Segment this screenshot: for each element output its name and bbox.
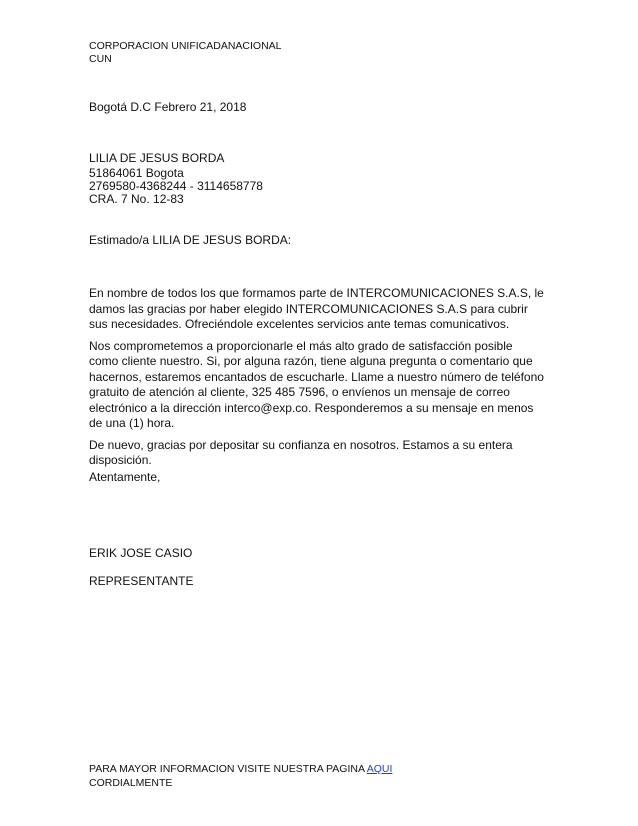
closing: Atentamente,: [89, 470, 161, 484]
recipient-block: [89, 152, 263, 206]
organization-abbreviation: CUN: [89, 53, 112, 65]
recipient-address: CRA. 7 No. 12-83: [89, 192, 184, 206]
footer-info-line: [89, 762, 392, 776]
body-paragraph: En nombre de todos los que formamos parte de INTERCOMUNICACIONES S.A.S, le damos las gracias por haber elegido INTERCOMUNICACIONES S.A.S para cubrir sus necesidades. Ofreciéndole excelentes servicios ante temas comunicativos.: [89, 286, 544, 331]
recipient-name: LILIA DE JESUS BORDA: [89, 151, 225, 165]
recipient-id-city: 51864061 Bogota: [89, 166, 184, 180]
letter-body: [89, 286, 544, 475]
greeting: Estimado/a LILIA DE JESUS BORDA:: [89, 233, 292, 247]
signer-name: ERIK JOSE CASIO: [89, 546, 193, 560]
signer-role: REPRESENTANTE: [89, 574, 194, 588]
footer: [89, 762, 392, 790]
letterhead: [89, 40, 282, 66]
footer-farewell: CORDIALMENTE: [89, 777, 173, 789]
website-link[interactable]: AQUI: [366, 763, 393, 775]
body-paragraph: De nuevo, gracias por depositar su confianza en nosotros. Estamos a su entera disposición.: [89, 437, 513, 467]
recipient-phones: 2769580-4368244 - 3114658778: [89, 179, 263, 193]
body-paragraph: Nos comprometemos a proporcionarle el más alto grado de satisfacción posible como cliente nuestro. Si, por alguna razón, tiene alguna pregunta o comentario que hacernos, estaremos encantados de escucharle. Llame a nuestro número de teléfono gratuito de atención al cliente, 325 485 7596, o envíenos un mensaje de correo electrónico a la dirección interco@exp.co. Responderemos a su mensaje en menos de una (1) hora.: [89, 338, 544, 430]
organization-name: CORPORACION UNIFICADANACIONAL: [89, 40, 282, 52]
letter-date: Bogotá D.C Febrero 21, 2018: [89, 100, 247, 114]
footer-info-text: PARA MAYOR INFORMACION VISITE NUESTRA PAGINA: [89, 763, 367, 775]
